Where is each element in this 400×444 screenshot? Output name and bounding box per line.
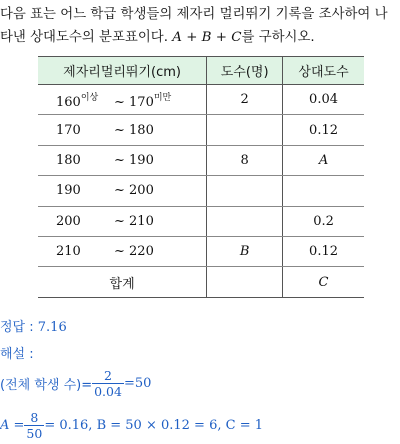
table-header-row	[38, 57, 364, 85]
total-frequency	[207, 267, 283, 297]
header-relative-frequency: 상대도수	[283, 57, 364, 85]
problem-line-2-end: 를 구하시오.	[241, 30, 315, 45]
class-interval	[38, 206, 207, 236]
table-row	[38, 206, 364, 236]
frequency-cell	[207, 176, 283, 206]
fraction-denominator: 50	[26, 426, 43, 441]
interval-lower: 190	[56, 183, 81, 199]
total-students-label: (전체 학생 수)=	[0, 378, 93, 393]
table-row	[38, 85, 364, 115]
interval-upper: ~ 190	[114, 152, 154, 168]
table-row	[38, 236, 364, 266]
frequency-cell: 2	[207, 85, 283, 115]
table-row	[38, 115, 364, 145]
relative-frequency-cell: 0.12	[283, 236, 364, 266]
relative-frequency-cell: 0.12	[283, 115, 364, 145]
class-interval	[38, 85, 207, 115]
explanation-label: 해설 :	[0, 347, 34, 362]
answer-value: 7.16	[37, 320, 67, 335]
solution-line-1	[0, 368, 151, 399]
class-interval	[38, 176, 207, 206]
fraction-total	[92, 368, 124, 399]
relative-frequency-cell: 0.04	[283, 85, 364, 115]
interval-lower: 170	[56, 122, 81, 138]
interval-upper: ~ 210	[114, 213, 154, 229]
solution-line-2	[0, 410, 263, 441]
relative-frequency-cell: 0.2	[283, 206, 364, 236]
fraction-numerator: 2	[92, 368, 124, 384]
relative-frequency-cell: A	[283, 145, 364, 175]
interval-upper: ~ 170	[114, 94, 154, 110]
problem-line-2-text: 타낸 상대도수의 분포표이다.	[0, 30, 168, 45]
table-row	[38, 145, 364, 175]
solution-values: = 0.16, B = 50 × 0.12 = 6, C = 1	[44, 418, 263, 433]
fraction-a	[24, 410, 44, 441]
problem-text	[0, 3, 400, 49]
problem-expression: A + B + C	[172, 30, 242, 45]
frequency-cell: B	[207, 236, 283, 266]
table-row	[38, 176, 364, 206]
fraction-denominator: 0.04	[94, 384, 122, 399]
total-label: 합계	[38, 267, 207, 297]
problem-line-1: 다음 표는 어느 학급 학생들의 제자리 멀리뛰기 기록을 조사하여 나	[0, 7, 388, 22]
frequency-cell: 8	[207, 145, 283, 175]
interval-lower-suffix: 이상	[80, 92, 99, 103]
interval-lower: 200	[56, 213, 81, 229]
fraction-numerator: 8	[24, 410, 44, 426]
interval-upper: ~ 200	[114, 183, 154, 199]
header-distance: 제자리멀리뛰기(cm)	[38, 57, 207, 85]
problem-line-2	[0, 26, 400, 49]
frequency-table	[38, 56, 364, 298]
a-equals: A =	[0, 418, 25, 433]
interval-lower: 160	[56, 94, 81, 110]
interval-upper: ~ 180	[114, 122, 154, 138]
header-frequency: 도수(명)	[207, 57, 283, 85]
total-relative-frequency: C	[283, 267, 364, 297]
total-students-result: =50	[123, 376, 152, 391]
answer-line	[0, 316, 67, 335]
frequency-cell	[207, 206, 283, 236]
relative-frequency-cell	[283, 176, 364, 206]
class-interval	[38, 145, 207, 175]
frequency-cell	[207, 115, 283, 145]
interval-lower: 210	[56, 244, 81, 260]
answer-label: 정답 :	[0, 320, 34, 335]
interval-upper: ~ 220	[114, 244, 154, 260]
class-interval	[38, 236, 207, 266]
class-interval	[38, 115, 207, 145]
interval-lower: 180	[56, 152, 81, 168]
table-total-row	[38, 267, 364, 297]
interval-upper-suffix: 미만	[153, 92, 172, 103]
